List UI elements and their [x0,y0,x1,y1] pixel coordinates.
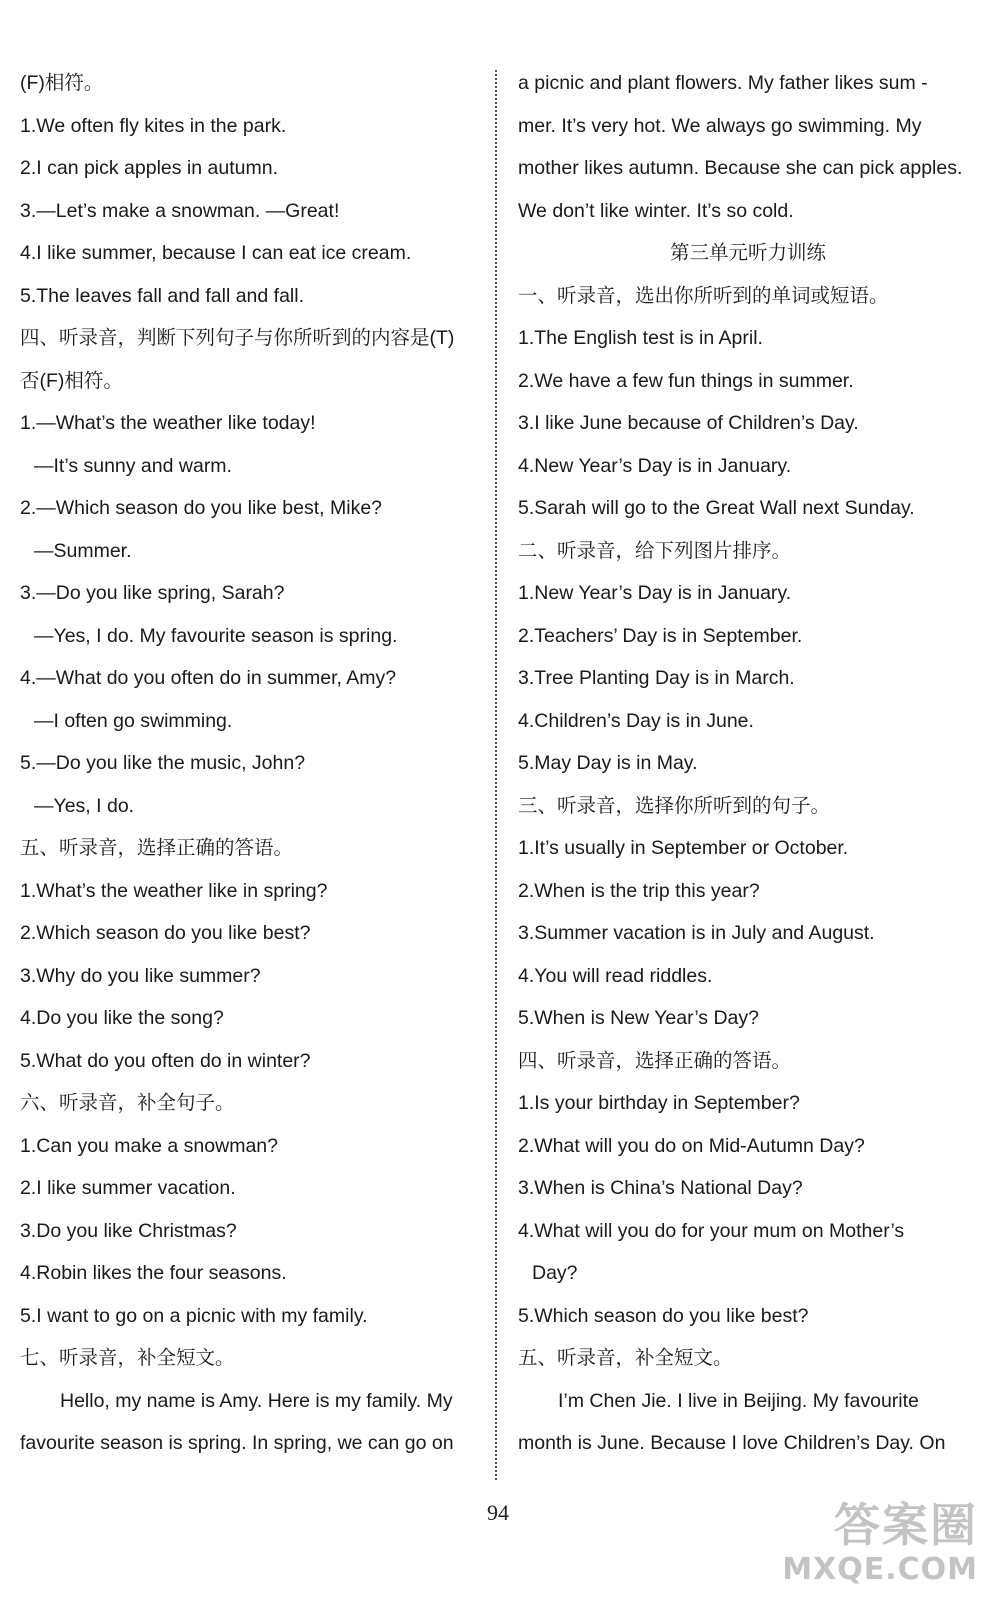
text-line: 1.Can you make a snowman? [20,1134,278,1157]
text-line: (F)相符。 [20,72,104,94]
text-line: 1.New Year’s Day is in January. [518,582,792,604]
section-heading: 三、听录音，选择你所听到的句子。 [518,794,831,817]
text-line: 4.Do you like the song? [20,1007,224,1029]
page-number: 94 [487,1500,509,1525]
text-line: 4.You will read riddles. [518,964,713,987]
text-line: 3.Do you like Christmas? [20,1219,237,1242]
text-line: 2.We have a few fun things in summer. [518,369,854,392]
text-line: 1.Is your birthday in September? [518,1092,800,1114]
text-line: 4.—What do you often do in summer, Amy? [20,667,397,689]
paragraph-line: Hello, my name is Amy. Here is my family. My [60,1389,453,1412]
watermark-logo [758,1498,978,1590]
section-heading: 六、听录音，补全句子。 [20,1092,235,1114]
paragraph-line: mother likes autumn. Because she can pick apples. [518,157,963,179]
text-line: —Summer. [34,539,132,562]
paragraph-line: We don’t like winter. It’s so cold. [518,199,794,222]
text-line: 2.When is the trip this year? [518,879,760,902]
text-line: —Yes, I do. My favourite season is spring. [34,624,398,647]
section-heading: 五、听录音，选择正确的答语。 [20,837,294,859]
text-line: 3.Tree Planting Day is in March. [518,667,795,689]
text-line: 2.Which season do you like best? [20,922,311,944]
text-line: 1.What’s the weather like in spring? [20,879,328,902]
paragraph-line: mer. It’s very hot. We always go swimming. My [518,114,922,137]
right-column [518,62,978,1465]
text-line: 5.Which season do you like best? [518,1304,809,1327]
text-line: 5.—Do you like the music, John? [20,752,306,774]
text-line: —Yes, I do. [34,794,135,817]
paragraph-line: month is June. Because I love Children’s Day. On [518,1432,946,1454]
text-line: 4.I like summer, because I can eat ice cream. [20,242,412,264]
text-line: 2.—Which season do you like best, Mike? [20,497,383,519]
paragraph-line: a picnic and plant flowers. My father likes sum - [518,72,928,94]
text-line: 2.Teachers’ Day is in September. [518,624,803,647]
column-divider [495,70,497,1480]
text-line: 3.—Let’s make a snowman. —Great! [20,199,340,222]
paragraph-line: favourite season is spring. In spring, we can go on [20,1432,454,1454]
section-heading: 一、听录音，选出你所听到的单词或短语。 [518,284,889,307]
text-line: 3.Why do you like summer? [20,964,261,987]
text-line: 4.New Year’s Day is in January. [518,454,792,477]
section-heading: 四、听录音，选择正确的答语。 [518,1049,792,1072]
text-line: 3.—Do you like spring, Sarah? [20,582,285,604]
text-line: 5.May Day is in May. [518,752,698,774]
text-line: 5.What do you often do in winter? [20,1049,311,1072]
text-line: 2.What will you do on Mid-Autumn Day? [518,1134,865,1157]
section-heading: 七、听录音，补全短文。 [20,1347,235,1369]
text-line: 1.It’s usually in September or October. [518,837,849,859]
left-column [20,62,472,1465]
text-line: 1.We often fly kites in the park. [20,114,287,137]
watermark-text-bottom: MXQE.COM [782,1552,978,1587]
text-line: —It’s sunny and warm. [34,454,232,477]
watermark-text-top: 答案圈 [834,1498,978,1552]
section-heading: 五、听录音，补全短文。 [518,1347,733,1369]
text-line: 4.What will you do for your mum on Mother’s [518,1219,905,1242]
text-line: 3.When is China’s National Day? [518,1177,803,1199]
text-line: 1.—What’s the weather like today! [20,412,316,434]
text-line: 5.When is New Year’s Day? [518,1007,759,1029]
text-line: 1.The English test is in April. [518,327,763,349]
section-heading: 四、听录音，判断下列句子与你所听到的内容是(T) [20,327,455,349]
paragraph-line: I’m Chen Jie. I live in Beijing. My favourite [558,1389,919,1412]
text-line: 2.I like summer vacation. [20,1177,236,1199]
text-line: 5.Sarah will go to the Great Wall next Sunday. [518,497,915,519]
text-line: Day? [532,1262,578,1284]
text-line: 2.I can pick apples in autumn. [20,157,278,179]
text-line: 5.The leaves fall and fall and fall. [20,284,305,307]
section-heading: 二、听录音，给下列图片排序。 [518,539,792,562]
section-heading: 否(F)相符。 [20,369,123,392]
text-line: 5.I want to go on a picnic with my family. [20,1304,368,1327]
text-line: 4.Children’s Day is in June. [518,709,754,732]
text-line: —I often go swimming. [34,709,233,732]
text-line: 3.I like June because of Children’s Day. [518,412,859,434]
text-line: 3.Summer vacation is in July and August. [518,922,875,944]
unit-title: 第三单元听力训练 [669,242,826,264]
text-line: 4.Robin likes the four seasons. [20,1262,287,1284]
